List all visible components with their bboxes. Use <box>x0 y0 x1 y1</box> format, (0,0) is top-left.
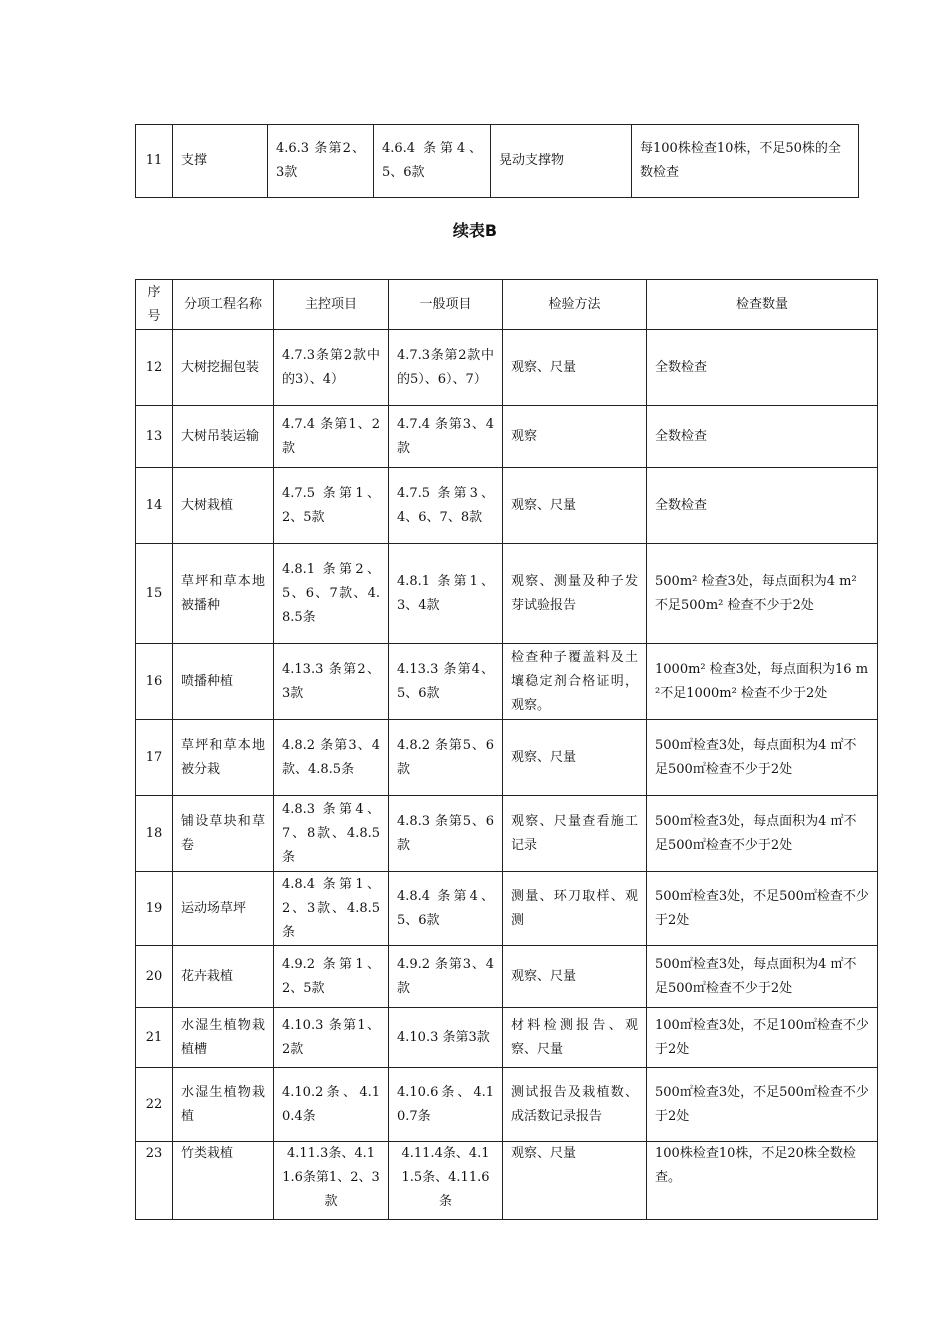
row-number: 21 <box>136 1008 173 1068</box>
row-number: 13 <box>136 406 173 468</box>
main-control-item: 4.7.5 条第1、2、5款 <box>274 468 389 544</box>
table-row <box>136 796 878 872</box>
general-item: 4.7.3条第2款中的5）、6）、7） <box>389 330 503 406</box>
inspection-method: 测试报告及栽植数、成活数记录报告 <box>503 1068 647 1142</box>
general-item: 4.11.4条、4.11.5条、4.11.6条 <box>389 1142 503 1220</box>
inspection-quantity: 500㎡检查3处，每点面积为4 ㎡不足500㎡检查不少于2处 <box>647 720 878 796</box>
table-caption: 续表B <box>452 221 498 240</box>
general-item: 4.6.4 条第4、5、6款 <box>374 125 491 198</box>
item-name: 草坪和草本地被播种 <box>173 544 274 644</box>
table-row <box>136 1068 878 1142</box>
inspection-method: 材料检测报告、观察、尺量 <box>503 1008 647 1068</box>
inspection-method: 观察、测量及种子发芽试验报告 <box>503 544 647 644</box>
item-name: 竹类栽植 <box>173 1142 274 1220</box>
table-row <box>136 330 878 406</box>
item-name: 运动场草坪 <box>173 872 274 946</box>
table-row <box>136 125 859 198</box>
main-control-item: 4.8.2 条第3、4款、4.8.5条 <box>274 720 389 796</box>
inspection-quantity: 全数检查 <box>647 468 878 544</box>
inspection-method: 晃动支撑物 <box>491 125 632 198</box>
general-item: 4.7.4 条第3、4款 <box>389 406 503 468</box>
main-control-item: 4.13.3 条第2、3款 <box>274 644 389 720</box>
previous-table-fragment <box>135 124 859 198</box>
item-name: 喷播种植 <box>173 644 274 720</box>
general-item: 4.8.3 条第5、6款 <box>389 796 503 872</box>
item-name: 大树挖掘包装 <box>173 330 274 406</box>
row-number: 19 <box>136 872 173 946</box>
item-name: 花卉栽植 <box>173 946 274 1008</box>
main-control-item: 4.6.3 条第2、3款 <box>268 125 374 198</box>
row-number: 17 <box>136 720 173 796</box>
table-row <box>136 468 878 544</box>
item-name: 大树吊装运输 <box>173 406 274 468</box>
inspection-quantity: 500㎡检查3处，每点面积为4 ㎡不足500㎡检查不少于2处 <box>647 946 878 1008</box>
table-row <box>136 1008 878 1068</box>
general-item: 4.13.3 条第4、5、6款 <box>389 644 503 720</box>
main-control-item: 4.8.3 条第4、7、8款、4.8.5条 <box>274 796 389 872</box>
table-row <box>136 1142 878 1220</box>
main-control-item: 4.8.4 条第1、2、3款、4.8.5条 <box>274 872 389 946</box>
header-quantity: 检查数量 <box>647 280 878 330</box>
inspection-quantity: 500㎡检查3处，每点面积为4 ㎡不足500㎡检查不少于2处 <box>647 796 878 872</box>
general-item: 4.9.2 条第3、4款 <box>389 946 503 1008</box>
table-row <box>136 406 878 468</box>
inspection-method: 观察、尺量 <box>503 946 647 1008</box>
table-row <box>136 946 878 1008</box>
header-method: 检验方法 <box>503 280 647 330</box>
inspection-quantity: 100株检查10株，不足20株全数检查。 <box>647 1142 878 1220</box>
general-item: 4.8.2 条第5、6款 <box>389 720 503 796</box>
table-row <box>136 644 878 720</box>
table-row <box>136 544 878 644</box>
table-row <box>136 720 878 796</box>
inspection-quantity: 100㎡检查3处，不足100㎡检查不少于2处 <box>647 1008 878 1068</box>
item-name: 大树栽植 <box>173 468 274 544</box>
row-number: 22 <box>136 1068 173 1142</box>
main-control-item: 4.10.3 条第1、2款 <box>274 1008 389 1068</box>
row-number: 20 <box>136 946 173 1008</box>
row-number: 12 <box>136 330 173 406</box>
header-name: 分项工程名称 <box>173 280 274 330</box>
inspection-quantity: 500㎡检查3处，不足500㎡检查不少于2处 <box>647 1068 878 1142</box>
general-item: 4.7.5 条第3、4、6、7、8款 <box>389 468 503 544</box>
row-number: 14 <box>136 468 173 544</box>
inspection-method: 观察、尺量 <box>503 1142 647 1220</box>
inspection-quantity: 每100株检查10株，不足50株的全数检查 <box>632 125 859 198</box>
main-control-item: 4.7.4 条第1、2款 <box>274 406 389 468</box>
inspection-quantity: 全数检查 <box>647 330 878 406</box>
inspection-quantity: 500m² 检查3处，每点面积为4 m² 不足500m² 检查不少于2处 <box>647 544 878 644</box>
inspection-method: 观察、尺量 <box>503 468 647 544</box>
item-name: 水湿生植物栽植槽 <box>173 1008 274 1068</box>
main-control-item: 4.11.3条、4.11.6条第1、2、3款 <box>274 1142 389 1220</box>
inspection-method: 观察、尺量查看施工记录 <box>503 796 647 872</box>
inspection-quantity: 全数检查 <box>647 406 878 468</box>
inspection-method: 测量、环刀取样、观测 <box>503 872 647 946</box>
item-name: 铺设草块和草卷 <box>173 796 274 872</box>
main-control-item: 4.7.3条第2款中的3）、4） <box>274 330 389 406</box>
main-control-item: 4.9.2 条第1、2、5款 <box>274 946 389 1008</box>
row-number: 16 <box>136 644 173 720</box>
main-control-item: 4.8.1 条第2、5、6、7款、4.8.5条 <box>274 544 389 644</box>
main-control-item: 4.10.2条、4.10.4条 <box>274 1068 389 1142</box>
item-name: 水湿生植物栽植 <box>173 1068 274 1142</box>
general-item: 4.10.3 条第3款 <box>389 1008 503 1068</box>
header-number: 序号 <box>136 280 173 330</box>
general-item: 4.8.1 条第1、3、4款 <box>389 544 503 644</box>
general-item: 4.8.4 条第4、5、6款 <box>389 872 503 946</box>
inspection-method: 检查种子覆盖料及土壤稳定剂合格证明，观察。 <box>503 644 647 720</box>
row-number: 18 <box>136 796 173 872</box>
item-name: 草坪和草本地被分栽 <box>173 720 274 796</box>
general-item: 4.10.6条、4.10.7条 <box>389 1068 503 1142</box>
inspection-table <box>135 279 878 1220</box>
table-row <box>136 872 878 946</box>
inspection-quantity: 1000m² 检查3处，每点面积为16 m²不足1000m² 检查不少于2处 <box>647 644 878 720</box>
row-number: 11 <box>136 125 173 198</box>
inspection-quantity: 500㎡检查3处，不足500㎡检查不少于2处 <box>647 872 878 946</box>
row-number: 23 <box>136 1142 173 1220</box>
row-number: 15 <box>136 544 173 644</box>
header-main-control: 主控项目 <box>274 280 389 330</box>
item-name: 支撑 <box>173 125 268 198</box>
inspection-method: 观察、尺量 <box>503 720 647 796</box>
header-general: 一般项目 <box>389 280 503 330</box>
header-row <box>136 280 878 330</box>
inspection-method: 观察、尺量 <box>503 330 647 406</box>
inspection-method: 观察 <box>503 406 647 468</box>
